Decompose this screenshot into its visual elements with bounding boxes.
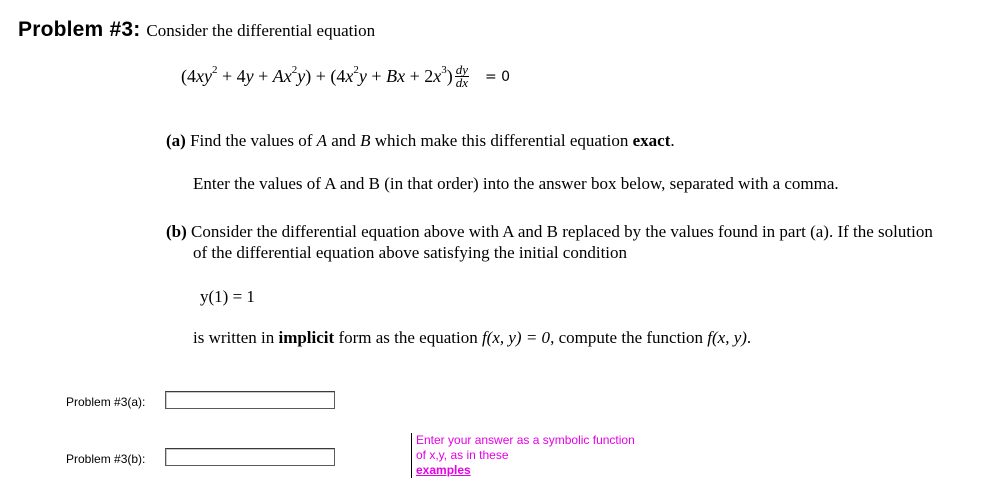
equation-rhs: = 0	[485, 68, 511, 85]
part-a-and: and	[331, 131, 356, 150]
answer-a-input[interactable]	[165, 391, 335, 409]
var-a: A	[316, 131, 328, 150]
dx-denominator: dx	[455, 75, 468, 90]
examples-link[interactable]: examples	[416, 463, 471, 477]
part-a-instruction: Enter the values of A and B (in that order) into the answer box below, separated with a comma.	[193, 174, 839, 193]
line3-post: , compute the function	[550, 328, 704, 347]
differential-equation	[181, 64, 510, 89]
dy-dx-fraction	[455, 64, 469, 89]
part-a-text-before: Find the values of	[190, 131, 313, 150]
answer-b-input[interactable]	[165, 448, 335, 466]
var-b: B	[360, 131, 371, 150]
equation-f: f(x, y) = 0	[481, 328, 551, 347]
problem-intro: Consider the differential equation	[146, 21, 376, 40]
part-b-line1: Consider the differential equation above with A and B replaced by the values found in part (a). If the solution	[191, 222, 933, 241]
answer-b-label: Problem #3(b):	[66, 452, 146, 466]
part-b-line3	[193, 328, 751, 348]
hint-text: Enter your answer as a symbolic function of x,y, as in these	[416, 433, 635, 462]
equation-m-part: $(4xy^2 + 4y + Ax^2y) + (4x^2y + Bx + 2x^3)$	[181, 64, 453, 86]
initial-condition: y(1) = 1	[200, 287, 255, 306]
part-a-emph: exact	[632, 131, 671, 150]
part-a-period: .	[670, 131, 675, 150]
line3-mid: form as the equation	[338, 328, 478, 347]
answer-hint	[411, 433, 636, 478]
part-a-text-after: which make this differential equation	[374, 131, 629, 150]
problem-header	[18, 18, 375, 42]
line3-emph: implicit	[278, 328, 335, 347]
function-f: f(x, y)	[707, 328, 747, 347]
dy-numerator: dy	[455, 62, 468, 77]
line3-pre: is written in	[193, 328, 275, 347]
problem-title: Problem #3:	[18, 18, 141, 41]
part-b-label: (b)	[166, 222, 187, 241]
part-b-question	[166, 222, 933, 242]
part-a-label: (a)	[166, 131, 186, 150]
answer-a-label: Problem #3(a):	[66, 395, 146, 409]
part-a-question	[166, 131, 675, 151]
part-b-line2: of the differential equation above satisfying the initial condition	[193, 243, 628, 262]
line3-end: .	[746, 328, 752, 347]
